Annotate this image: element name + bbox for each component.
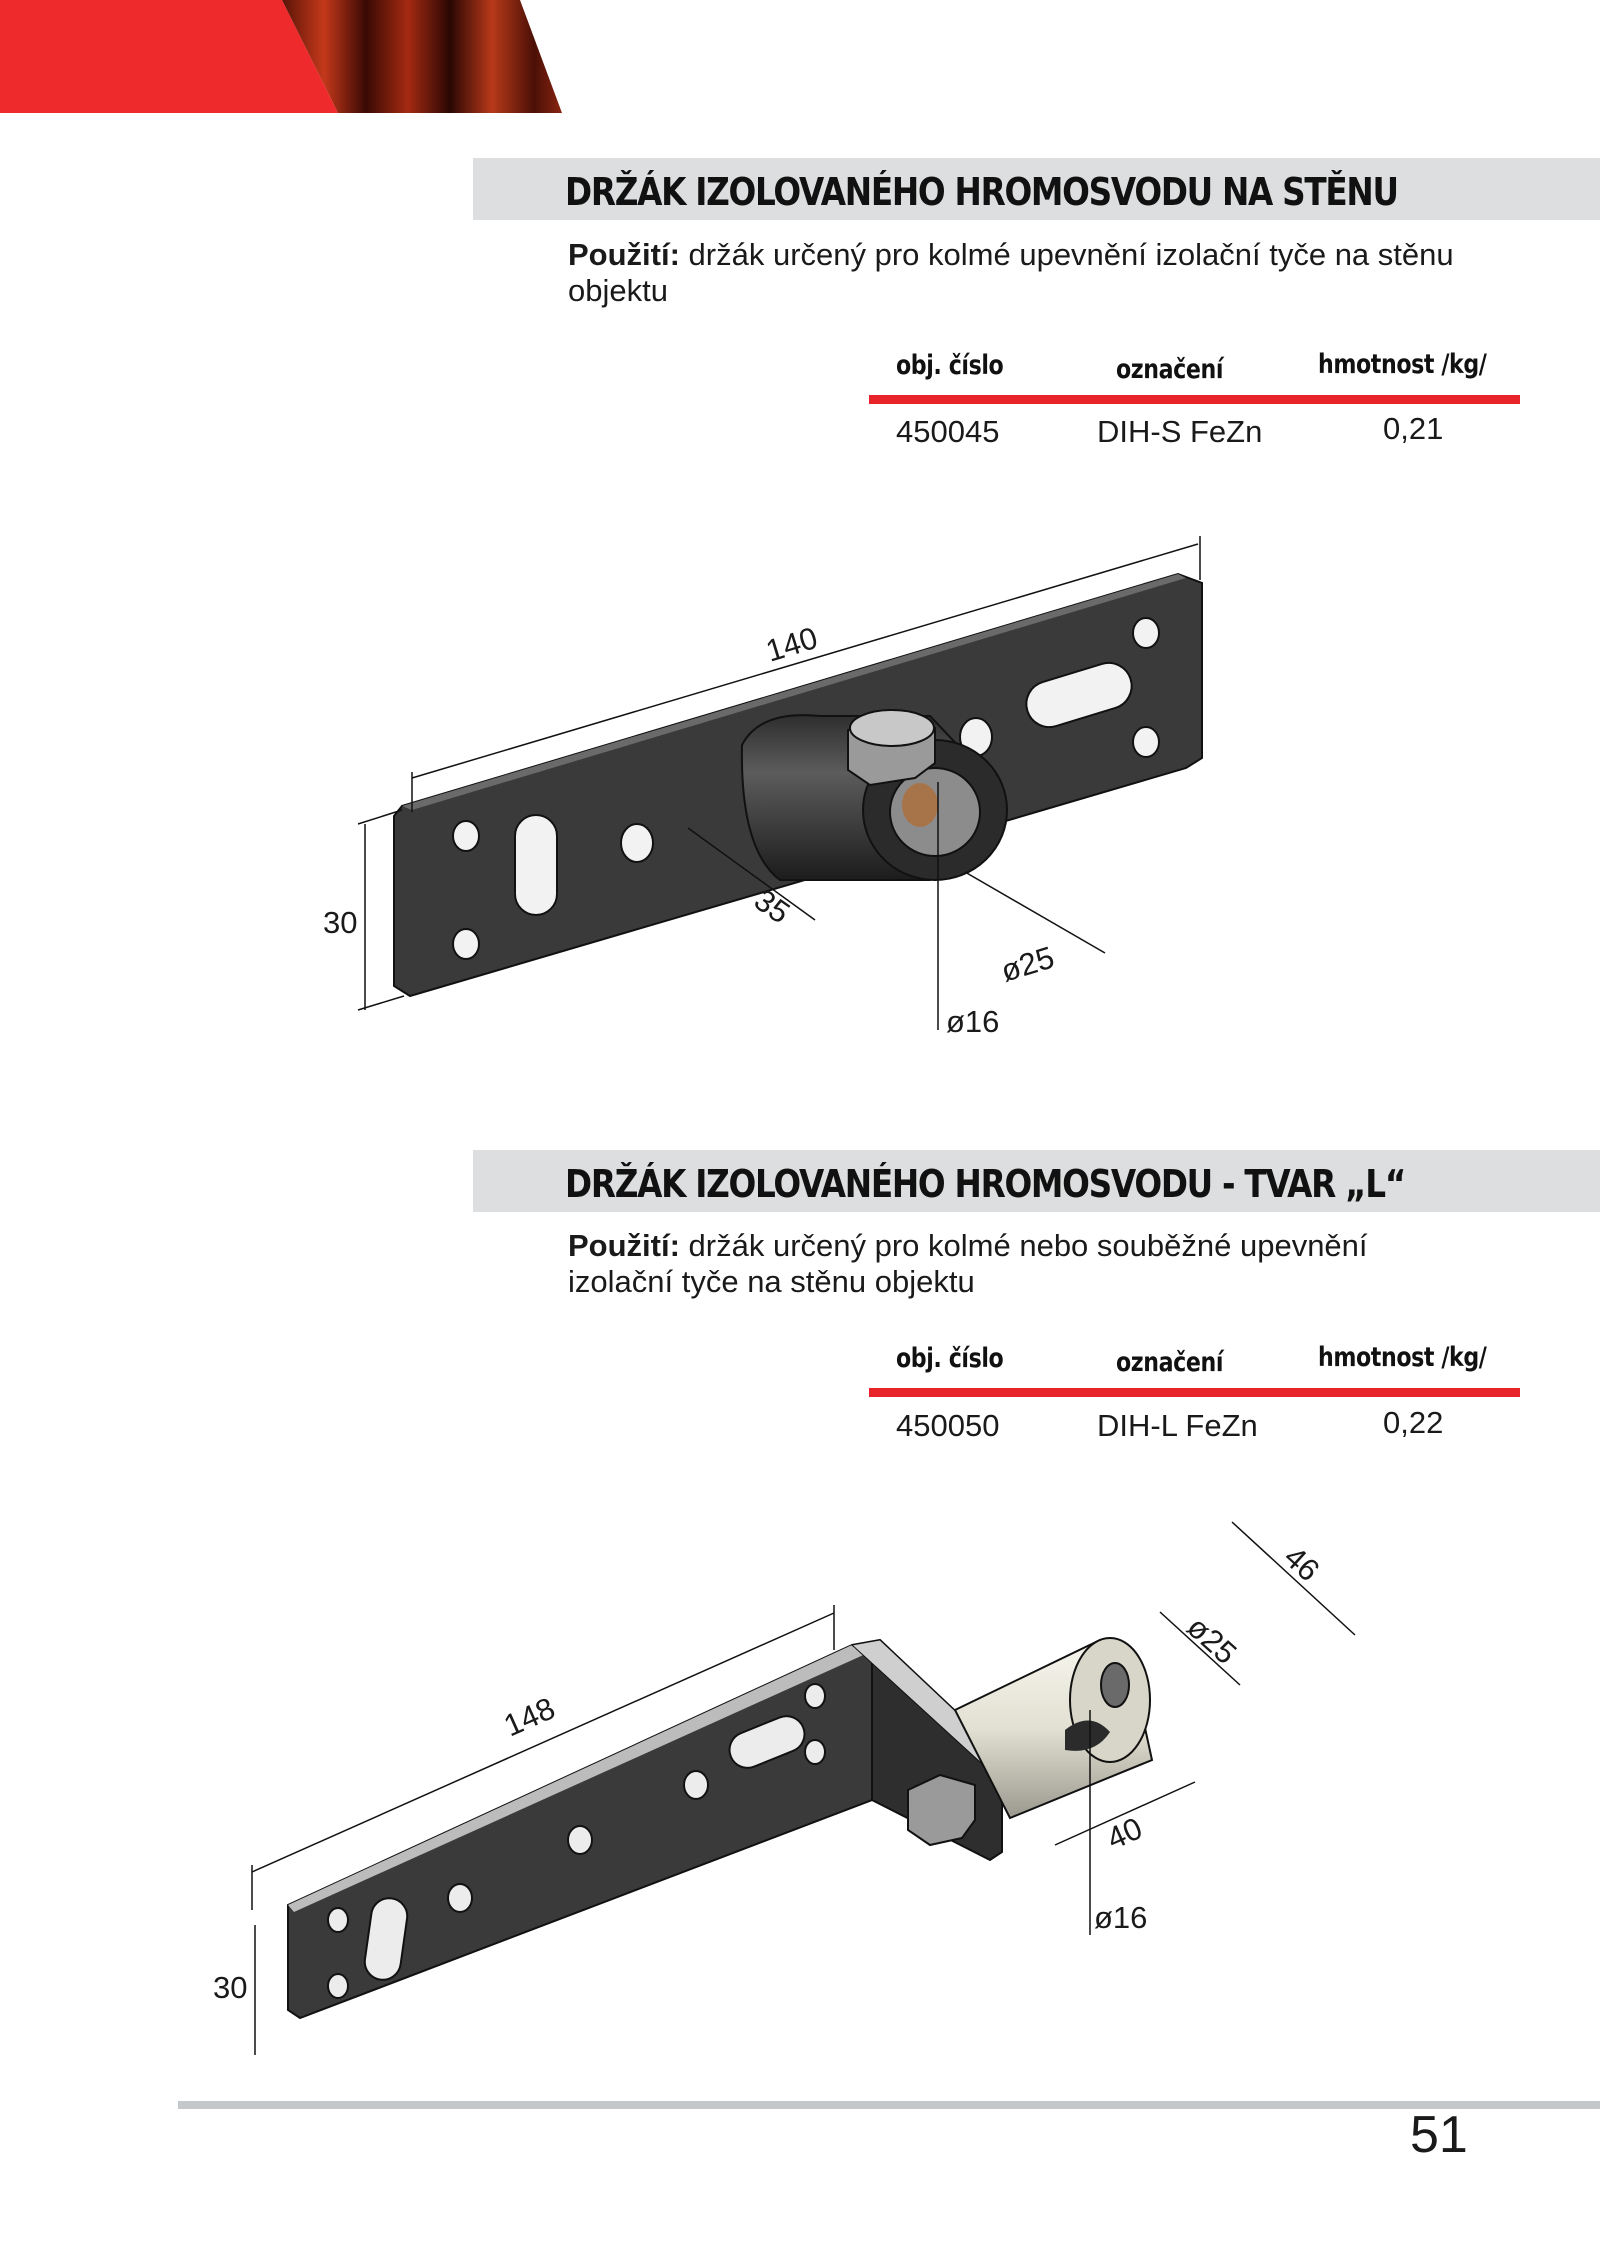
- header-weight: hmotnost /kg/: [1318, 349, 1487, 380]
- red-banner-shape: [0, 0, 338, 113]
- plate-hole: [453, 821, 479, 851]
- usage-text: držák určený pro kolmé upevnění izolační tyče na stěnu objektu: [568, 237, 1454, 308]
- cell-order-number: 450050: [896, 1408, 1000, 1443]
- header-designation: označení: [1116, 1347, 1224, 1378]
- product-1-title-bar: [473, 158, 1600, 220]
- plate-hole: [1133, 727, 1159, 757]
- table-red-line: [869, 1388, 1520, 1397]
- header-designation: označení: [1116, 354, 1224, 385]
- cell-order-number: 450045: [896, 414, 1000, 449]
- dim-148-label: 148: [498, 1690, 561, 1744]
- header-order-number: obj. číslo: [896, 1343, 1004, 1374]
- usage-label: Použití:: [568, 1228, 680, 1263]
- header-order-number: obj. číslo: [896, 350, 1004, 381]
- plate-hole: [453, 929, 479, 959]
- product-2-drawing: [0, 1500, 1600, 2060]
- dim-46-label: 46: [1277, 1539, 1327, 1589]
- plate-hole: [805, 1740, 825, 1764]
- tube-screw: [1101, 1663, 1129, 1707]
- plate-hole: [328, 1908, 348, 1932]
- usage-label: Použití:: [568, 237, 680, 272]
- cell-weight: 0,21: [1383, 411, 1444, 446]
- product-1-drawing: [0, 520, 1600, 1080]
- cell-designation: DIH-L FeZn: [1097, 1408, 1258, 1443]
- dim-25-label: ø25: [1180, 1609, 1244, 1671]
- plate-hole: [1133, 618, 1159, 648]
- dim-35-label: 35: [747, 882, 797, 931]
- cell-weight: 0,22: [1383, 1405, 1444, 1440]
- footer-line: [178, 2101, 1600, 2109]
- dim-25-label: ø25: [996, 939, 1059, 989]
- dim-line-25: [965, 872, 1105, 953]
- usage-text: držák určený pro kolmé nebo souběžné upevnění izolační tyče na stěnu objektu: [568, 1228, 1368, 1299]
- header-weight: hmotnost /kg/: [1318, 1342, 1487, 1373]
- bolt-head: [908, 1775, 975, 1845]
- table-red-line: [869, 395, 1520, 404]
- plate-slot: [515, 815, 557, 915]
- thread-detail: [902, 783, 938, 827]
- plate-hole: [328, 1974, 348, 1998]
- dim-140-label: 140: [761, 620, 822, 669]
- bolt-top: [850, 710, 934, 746]
- page-number: 51: [1410, 2106, 1468, 2164]
- header-decoration: [0, 0, 580, 115]
- plate-hole: [448, 1884, 472, 1912]
- dim-16-label: ø16: [946, 1004, 1000, 1039]
- dim-16-label: ø16: [1094, 1900, 1148, 1935]
- plate-hole: [568, 1826, 592, 1854]
- cell-designation: DIH-S FeZn: [1097, 414, 1263, 449]
- product-1-title: DRŽÁK IZOLOVANÉHO HROMOSVODU NA STĚNU: [565, 170, 1398, 214]
- dim-30-label: 30: [323, 905, 358, 940]
- product-1-usage: [568, 237, 1548, 309]
- plate-hole: [805, 1684, 825, 1708]
- dim-40-label: 40: [1101, 1810, 1148, 1857]
- product-2-title: DRŽÁK IZOLOVANÉHO HROMOSVODU - TVAR „L“: [565, 1162, 1406, 1206]
- plate-hole: [621, 824, 653, 862]
- product-2-usage: [568, 1228, 1448, 1300]
- product-2-title-bar: [473, 1150, 1600, 1212]
- plate-hole: [684, 1771, 708, 1799]
- dim-30-label: 30: [213, 1970, 248, 2005]
